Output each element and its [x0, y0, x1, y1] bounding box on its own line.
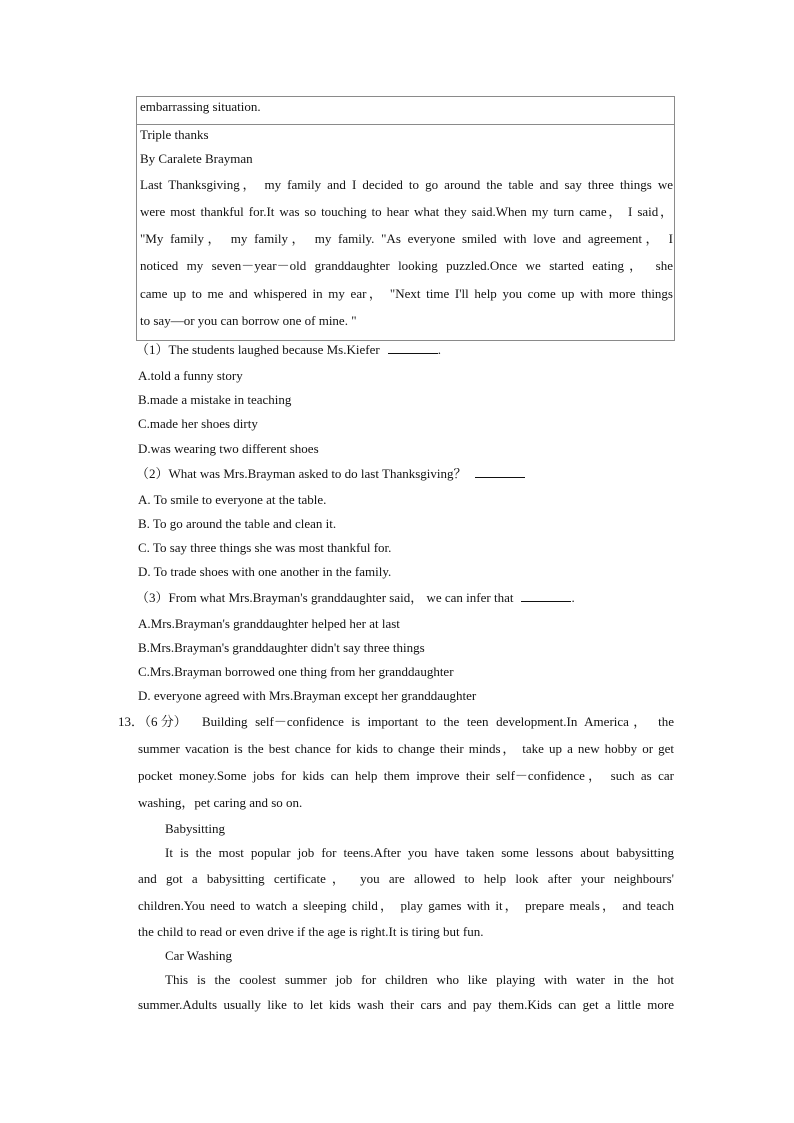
question-13-intro-line: summer vacation is the best chance for kids to change their minds， take up a new hobby or get	[138, 741, 674, 756]
answer-blank[interactable]	[475, 466, 525, 478]
question-2-option-b[interactable]: B. To go around the table and clean it.	[138, 516, 337, 531]
passage-line: noticed my seven－year－old granddaughter looking puzzled.Once we started eating， she	[140, 258, 673, 273]
babysitting-line: and got a babysitting certificate， you are allowed to help look after your neighbours'	[138, 871, 674, 886]
question-13-score: （6 分）	[138, 714, 187, 729]
babysitting-heading: Babysitting	[165, 821, 225, 836]
passage-byline: By Caralete Brayman	[140, 151, 253, 166]
question-3-option-a[interactable]: A.Mrs.Brayman's granddaughter helped her at last	[138, 616, 400, 631]
question-1-option-c[interactable]: C.made her shoes dirty	[138, 416, 258, 431]
car-washing-line: This is the coolest summer job for children who like playing with water in the hot	[165, 972, 674, 987]
question-1-option-d[interactable]: D.was wearing two different shoes	[138, 441, 319, 456]
passage-line: came up to me and whispered in my ear， "Next time I'll help you come up with more things	[140, 286, 673, 301]
babysitting-line: the child to read or even drive if the age is right.It is tiring but fun.	[138, 924, 484, 939]
babysitting-line: children.You need to watch a sleeping child， play games with it， prepare meals， and teach	[138, 898, 674, 913]
question-13-intro-line: pocket money.Some jobs for kids can help them improve their self－confidence， such as car	[138, 768, 674, 783]
question-2-option-d[interactable]: D. To trade shoes with one another in the family.	[138, 564, 392, 579]
question-1-option-b[interactable]: B.made a mistake in teaching	[138, 392, 292, 407]
question-3-stem: （3）From what Mrs.Brayman's granddaughter said， we can infer that .	[136, 590, 575, 605]
car-washing-heading: Car Washing	[165, 948, 232, 963]
question-1-option-a[interactable]: A.told a funny story	[138, 368, 243, 383]
question-3-option-d[interactable]: D. everyone agreed with Mrs.Brayman except her granddaughter	[138, 688, 477, 703]
answer-blank[interactable]	[388, 342, 438, 354]
question-1-stem: （1）The students laughed because Ms.Kiefer .	[136, 342, 441, 357]
passage-line: Last Thanksgiving， my family and I decided to go around the table and say three things we	[140, 177, 673, 192]
passage-line: were most thankful for.It was so touching to hear what they said.When my turn came， I said，	[140, 204, 673, 219]
question-13-number: 13．	[118, 714, 145, 729]
question-2-option-c[interactable]: C. To say three things she was most thankful for.	[138, 540, 392, 555]
passage-title: Triple thanks	[140, 127, 209, 142]
car-washing-line: summer.Adults usually like to let kids wash their cars and pay them.Kids can get a little more	[138, 997, 674, 1012]
passage-line: to say—or you can borrow one of mine. "	[140, 313, 357, 328]
question-13-intro-line: washing，pet caring and so on.	[138, 795, 303, 810]
question-3-option-c[interactable]: C.Mrs.Brayman borrowed one thing from her granddaughter	[138, 664, 454, 679]
babysitting-line: It is the most popular job for teens.After you have taken some lessons about babysitting	[165, 845, 674, 860]
passage-line: "My family， my family， my family. "As everyone smiled with love and agreement， I	[140, 231, 673, 246]
question-2-stem: （2）What was Mrs.Brayman asked to do last Thanksgiving？	[136, 466, 525, 482]
question-13-intro-line: Building self－confidence is important to the teen development.In America， the	[202, 714, 674, 729]
question-3-option-b[interactable]: B.Mrs.Brayman's granddaughter didn't say three things	[138, 640, 425, 655]
answer-blank[interactable]	[521, 590, 571, 602]
question-2-option-a[interactable]: A. To smile to everyone at the table.	[138, 492, 327, 507]
passage-end-line: embarrassing situation.	[140, 99, 261, 114]
